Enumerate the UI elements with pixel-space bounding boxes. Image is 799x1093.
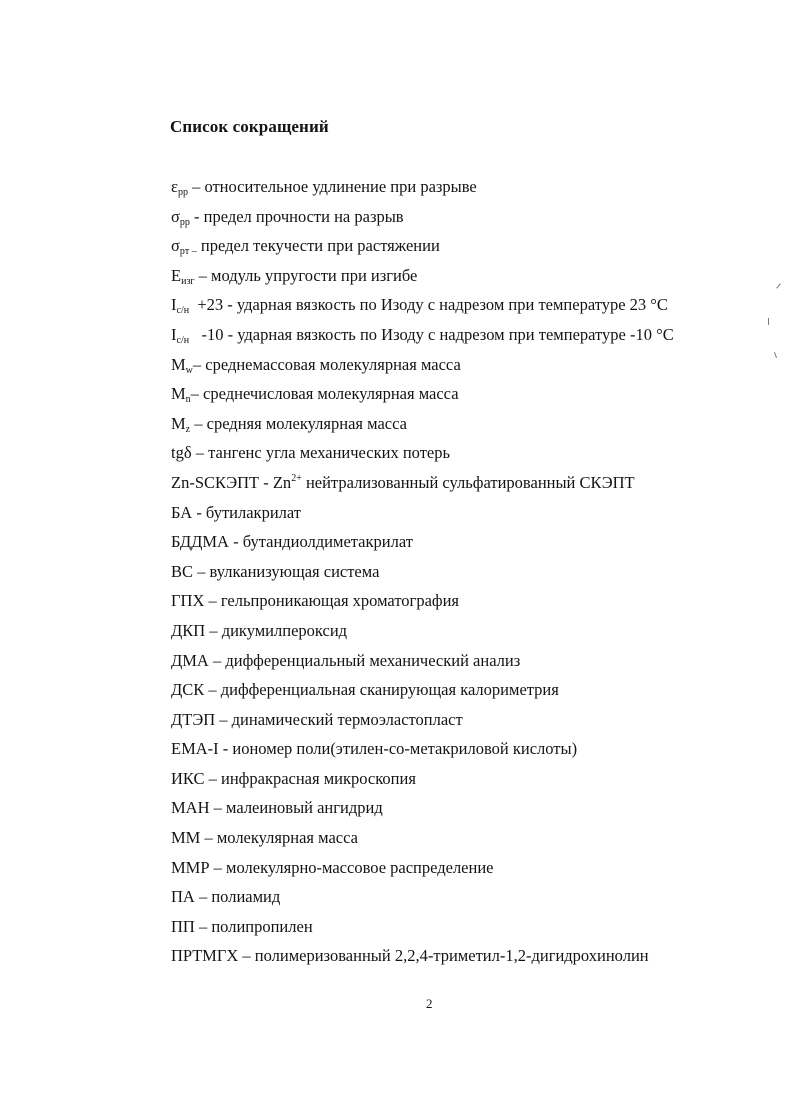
abbreviation-subscript: c/н	[176, 334, 190, 346]
abbreviation-symbol: ЕМА-I	[171, 739, 219, 759]
abbreviation-entry	[171, 857, 771, 887]
abbreviation-symbol: ВС	[171, 561, 194, 581]
abbreviation-symbol: Zn-SСКЭПТ - Zn	[171, 472, 292, 492]
abbreviation-entry	[171, 502, 771, 532]
abbreviation-entry	[171, 354, 771, 384]
abbreviation-definition: – среднемассовая молекулярная масса	[192, 354, 461, 374]
abbreviation-symbol: ИКС	[171, 768, 205, 788]
abbreviation-subscript: pp	[177, 187, 188, 198]
abbreviation-definition: – молекулярная масса	[200, 828, 358, 848]
abbreviation-entry	[171, 620, 771, 650]
abbreviation-symbol: ε	[171, 177, 178, 196]
abbreviation-symbol: ДТЭП	[171, 709, 216, 729]
abbreviation-subscript: c/н	[176, 305, 190, 317]
abbreviation-definition: – среднечисловая молекулярная масса	[190, 384, 459, 404]
abbreviation-symbol: ПА	[171, 887, 195, 907]
abbreviation-entry	[171, 827, 771, 857]
abbreviation-entry	[171, 531, 771, 561]
page-title: Список сокращений	[170, 117, 329, 136]
abbreviation-symbol: E	[171, 265, 182, 285]
abbreviation-definition: – тангенс угла механических потерь	[191, 443, 451, 463]
abbreviation-definition: – полимеризованный 2,2,4-триметил-1,2-дигидрохинолин	[238, 946, 649, 966]
abbreviation-definition: - иономер поли(этилен-со-метакриловой кислоты)	[218, 739, 578, 759]
abbreviation-symbol: ПП	[171, 916, 195, 936]
abbreviation-symbol: ДМА	[171, 650, 209, 670]
abbreviation-definition: – полиамид	[194, 887, 281, 907]
abbreviation-entry	[171, 324, 771, 354]
abbreviation-entry	[171, 768, 771, 798]
abbreviation-entry	[171, 413, 771, 443]
abbreviation-definition: – модуль упругости при изгибе	[194, 265, 418, 285]
abbreviation-subscript: z	[185, 423, 191, 435]
abbreviation-definition: – полипропилен	[194, 916, 313, 936]
abbreviation-definition: – вулканизующая система	[193, 561, 380, 581]
abbreviation-subscript: pт –	[179, 246, 197, 258]
abbreviation-symbol: M	[171, 384, 186, 404]
page-number: 2	[426, 996, 433, 1011]
abbreviation-symbol: I	[171, 324, 177, 344]
abbreviation-subscript: изг	[181, 275, 195, 287]
abbreviation-symbol: I	[171, 295, 177, 315]
abbreviation-entry	[171, 886, 771, 916]
abbreviation-definition: – дифференциальная сканирующая калориметрия	[204, 680, 559, 700]
scan-speck	[774, 352, 777, 358]
abbreviation-entry	[171, 590, 771, 620]
abbreviation-entry	[171, 916, 771, 946]
abbreviation-entry	[171, 472, 771, 502]
abbreviation-definition: – средняя молекулярная масса	[190, 413, 407, 433]
abbreviation-definition: – малеиновый ангидрид	[209, 798, 383, 818]
abbreviation-entry	[171, 738, 771, 768]
abbreviation-definition: предел текучести при растяжении	[196, 236, 440, 256]
abbreviation-definition: – дикумилпероксид	[205, 620, 348, 640]
abbreviation-entry	[171, 945, 771, 975]
abbreviation-symbol: БА	[171, 502, 193, 522]
abbreviation-entry	[171, 442, 771, 472]
abbreviation-entry	[171, 561, 771, 591]
abbreviation-entry	[171, 265, 771, 295]
abbreviation-symbol: tgδ	[171, 443, 192, 463]
abbreviation-definition: +23 - ударная вязкость по Изоду с надрезом при температуре 23 °C	[189, 295, 668, 315]
abbreviation-symbol: МАН	[171, 798, 210, 818]
abbreviation-definition: – гельпроникающая хроматография	[204, 591, 460, 611]
abbreviation-definition: - бутандиолдиметакрилат	[228, 532, 413, 552]
abbreviation-definition: нейтрализованный сульфатированный СКЭПТ	[301, 472, 635, 492]
abbreviation-superscript: 2+	[291, 472, 302, 484]
abbreviation-definition: – относительное удлинение при разрыве	[187, 177, 477, 196]
abbreviation-definition: - бутилакрилат	[192, 502, 301, 522]
abbreviation-symbol: БДДМА	[171, 532, 229, 552]
abbreviation-definition: – дифференциальный механический анализ	[208, 650, 521, 670]
abbreviation-symbol: ПРТМГХ	[171, 946, 239, 966]
abbreviation-entry	[171, 797, 771, 827]
abbreviation-list	[171, 176, 771, 975]
abbreviation-definition: – инфракрасная микроскопия	[204, 768, 416, 788]
abbreviation-entry	[171, 206, 771, 236]
abbreviation-entry	[171, 650, 771, 680]
abbreviation-symbol: ДКП	[171, 620, 206, 640]
abbreviation-definition: - предел прочности на разрыв	[189, 206, 404, 226]
scan-speck	[768, 318, 769, 325]
abbreviation-definition: – молекулярно-массовое распределение	[209, 857, 494, 877]
abbreviation-subscript: pp	[179, 216, 190, 228]
abbreviation-entry	[171, 235, 771, 265]
abbreviation-symbol: M	[171, 354, 186, 374]
abbreviation-symbol: ММ	[171, 828, 201, 848]
abbreviation-symbol: σ	[171, 236, 180, 256]
abbreviation-symbol: M	[171, 413, 186, 433]
abbreviation-entry	[171, 679, 771, 709]
abbreviation-definition: – динамический термоэластопласт	[215, 709, 463, 729]
abbreviation-definition: -10 - ударная вязкость по Изоду с надрезом при температуре -10 °C	[189, 324, 674, 344]
abbreviation-subscript: w	[185, 364, 193, 376]
abbreviation-subscript: n	[185, 394, 191, 406]
abbreviation-symbol: σ	[171, 206, 180, 226]
abbreviation-symbol: ГПХ	[171, 591, 205, 611]
abbreviation-symbol: ДСК	[171, 680, 205, 700]
abbreviation-entry	[171, 383, 771, 413]
abbreviation-entry	[171, 294, 771, 324]
abbreviation-entry	[171, 176, 771, 206]
scan-speck	[776, 283, 781, 288]
abbreviation-symbol: ММР	[171, 857, 210, 877]
abbreviation-entry	[171, 709, 771, 739]
